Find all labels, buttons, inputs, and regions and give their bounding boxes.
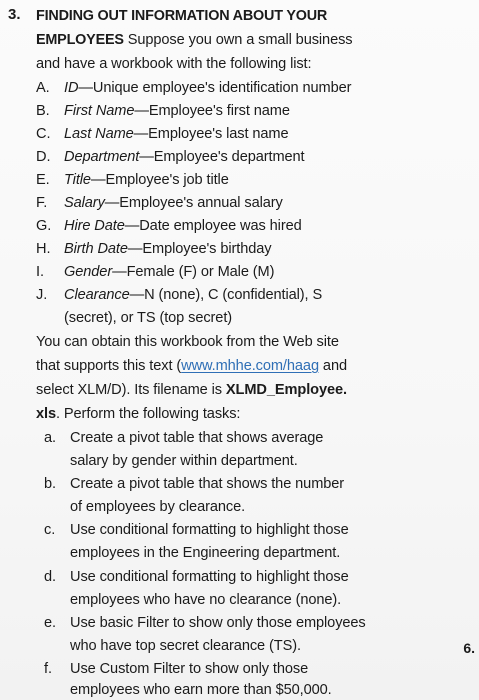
field-desc: —Employee's last name [133, 126, 289, 142]
field-name: Department [64, 149, 140, 165]
task-item: c. Use conditional formatting to highlight those [44, 522, 349, 538]
task-item: e. Use basic Filter to show only those employees [44, 615, 366, 631]
field-item-continued [64, 308, 232, 328]
task-text: salary by gender within department. [70, 453, 298, 469]
task-item-continued [70, 680, 332, 700]
task-item-continued [70, 497, 245, 517]
field-desc: —N (none), C (confidential), S [129, 287, 323, 303]
field-desc: (secret), or TS (top secret) [64, 310, 233, 326]
field-name: Title [64, 172, 91, 188]
field-name: Salary [64, 195, 105, 211]
field-desc: —Employee's birthday [127, 241, 272, 257]
field-item: I. Gender—Female (F) or Male (M) [36, 264, 275, 280]
task-item-continued [70, 636, 301, 656]
intro-text-1: Suppose you own a small business [123, 32, 353, 48]
field-name: First Name [64, 103, 135, 119]
problem-title: FINDING OUT INFORMATION ABOUT YOUR [36, 8, 328, 24]
intro-text-2: and have a workbook with the following list: [36, 56, 312, 72]
paragraph-line [36, 332, 339, 352]
field-desc: —Date employee was hired [124, 218, 302, 234]
paragraph-text: . Perform the following tasks: [56, 406, 241, 422]
field-item: H. Birth Date—Employee's birthday [36, 241, 272, 257]
task-item-continued [70, 590, 341, 610]
field-desc: —Employee's annual salary [104, 195, 283, 211]
task-item-continued [70, 543, 340, 563]
task-text: employees who earn more than $50,000. [70, 682, 332, 698]
task-text: Create a pivot table that shows average [70, 430, 324, 446]
problem-number: 3. [8, 6, 21, 23]
filename: XLMD_Employee. [225, 382, 347, 398]
paragraph-text: and [318, 358, 347, 374]
field-desc: —Unique employee's identification number [78, 80, 352, 96]
paragraph-line [36, 356, 347, 376]
paragraph-text: that supports this text ( [36, 358, 182, 374]
task-text: who have top secret clearance (TS). [70, 638, 301, 654]
website-link[interactable]: www.mhhe.com/haag [181, 358, 319, 374]
field-desc: —Employee's department [139, 149, 305, 165]
field-desc: —Employee's job title [90, 172, 229, 188]
paragraph-text: You can obtain this workbook from the Web site [36, 334, 339, 350]
field-item: B. First Name—Employee's first name [36, 103, 290, 119]
field-item: G. Hire Date—Date employee was hired [36, 218, 302, 234]
task-item: b. Create a pivot table that shows the number [44, 476, 345, 492]
task-text: Use basic Filter to show only those employees [70, 615, 366, 631]
task-text: Use conditional formatting to highlight those [70, 522, 349, 538]
next-problem-number: 6. [463, 640, 475, 656]
field-item: C. Last Name—Employee's last name [36, 126, 289, 142]
paragraph-line [36, 404, 240, 424]
paragraph-line [36, 380, 347, 400]
field-item: A. ID—Unique employee's identification number [36, 80, 352, 96]
intro-line [36, 54, 311, 74]
problem-title-end: EMPLOYEES [36, 32, 124, 48]
task-text: Create a pivot table that shows the number [70, 476, 345, 492]
problem-title-line [36, 6, 327, 26]
task-item-continued [70, 451, 298, 471]
field-item: D. Department—Employee's department [36, 149, 305, 165]
field-name: ID [64, 80, 79, 96]
task-item: d. Use conditional formatting to highlight those [44, 569, 349, 585]
field-name: Hire Date [64, 218, 125, 234]
field-name: Birth Date [64, 241, 128, 257]
task-text: Use conditional formatting to highlight those [70, 569, 349, 585]
filename-extension: xls [36, 406, 56, 422]
paragraph-text: select XLM/D). Its filename is [36, 382, 226, 398]
task-text: employees in the Engineering department. [70, 545, 341, 561]
field-item: F. Salary—Employee's annual salary [36, 195, 283, 211]
task-text: of employees by clearance. [70, 499, 246, 515]
field-desc: —Female (F) or Male (M) [112, 264, 275, 280]
field-name: Clearance [64, 287, 130, 303]
field-name: Gender [64, 264, 113, 280]
task-item: f. Use Custom Filter to show only those [44, 661, 309, 677]
task-text: Use Custom Filter to show only those [70, 661, 309, 677]
field-name: Last Name [64, 126, 134, 142]
intro-line [36, 30, 352, 50]
field-desc: —Employee's first name [134, 103, 290, 119]
field-item: E. Title—Employee's job title [36, 172, 229, 188]
task-text: employees who have no clearance (none). [70, 592, 342, 608]
field-item: J. Clearance—N (none), C (confidential), S [36, 287, 323, 303]
task-item: a. Create a pivot table that shows average [44, 430, 324, 446]
